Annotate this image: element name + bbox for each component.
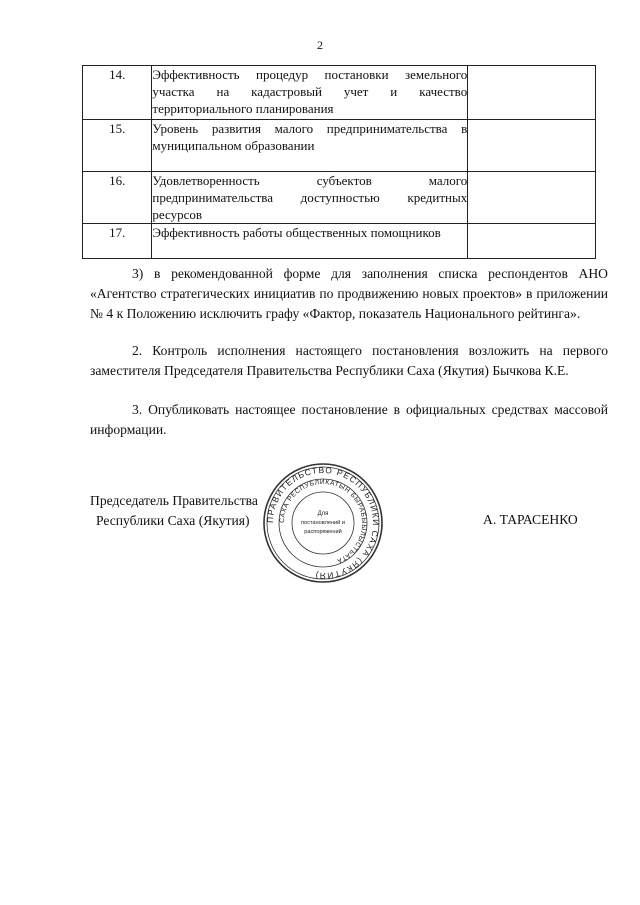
- indicators-table: [82, 65, 596, 259]
- table-row: [83, 66, 596, 120]
- official-seal-stamp: [262, 462, 384, 584]
- stamp-center-line: постановлений и: [301, 520, 345, 526]
- table-row: [83, 172, 596, 224]
- position-line: Республики Саха (Якутия): [96, 513, 250, 528]
- stamp-center-line: Для: [317, 511, 329, 517]
- stamp-inner-text: САХА РЕСПУБЛИКАТЫН БЫРАБЫЫЛЫСТЬАТА: [278, 478, 368, 565]
- row-indicator: Уровень развития малого предпринимательства в муниципальном образовании: [152, 120, 468, 172]
- table-row: [83, 120, 596, 172]
- row-empty-cell: [468, 224, 596, 259]
- stamp-center-line: распоряжений: [304, 529, 342, 535]
- position-line: Председатель Правительства: [90, 493, 258, 508]
- row-indicator: Эффективность работы общественных помощников: [152, 224, 468, 259]
- row-number: 16.: [83, 172, 152, 224]
- page-number: 2: [317, 38, 323, 52]
- paragraph-control: 2. Контроль исполнения настоящего постановления возложить на первого заместителя Председателя Правительства Республики Саха (Якутия) Бычкова К.Е.: [90, 343, 608, 378]
- row-indicator: Удовлетворенность субъектов малого предпринимательства доступностью кредитных ресурсов: [152, 173, 468, 222]
- row-number: 15.: [83, 120, 152, 172]
- row-empty-cell: [468, 66, 596, 120]
- signatory-name: А. ТАРАСЕНКО: [483, 512, 578, 527]
- row-number: 14.: [83, 66, 152, 120]
- stamp-outer-text: ПРАВИТЕЛЬСТВО РЕСПУБЛИКИ САХА (ЯКУТИЯ): [264, 464, 382, 582]
- row-indicator: Эффективность процедур постановки земельного участка на кадастровый учет и качество территориального планирования: [152, 66, 468, 120]
- table-row: [83, 224, 596, 259]
- paragraph-exclusion: 3) в рекомендованной форме для заполнения списка респондентов АНО «Агентство стратегических инициатив по продвижению новых проектов» в приложении № 4 к Положению исключить графу «Фактор, показатель Национального рейтинга».: [90, 266, 608, 321]
- row-empty-cell: [468, 120, 596, 172]
- paragraph-publish: 3. Опубликовать настоящее постановление в официальных средствах массовой информации.: [90, 402, 608, 437]
- row-number: 17.: [83, 224, 152, 259]
- signatory-position: [90, 491, 258, 531]
- row-empty-cell: [468, 172, 596, 224]
